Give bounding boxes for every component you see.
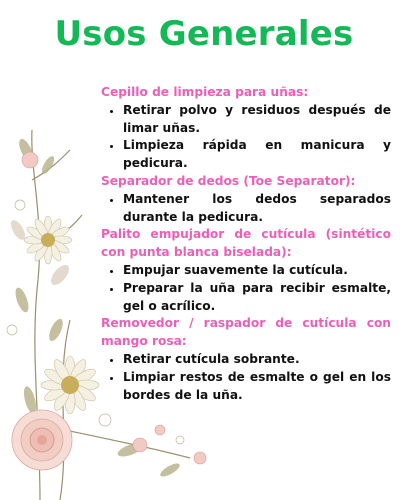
list-item: • Limpiar restos de esmalte o gel en los bordes de la uña.	[123, 369, 391, 405]
section-heading: Removedor / raspador de cutícula con mango rosa:	[101, 316, 391, 349]
section-heading: Separador de dedos (Toe Separator):	[101, 173, 356, 188]
list-item: • Limpieza rápida en manicura y pedicura.	[123, 137, 391, 173]
list-item: • Retirar cutícula sobrante.	[123, 351, 391, 369]
section-brush	[101, 84, 391, 173]
list-item: • Empujar suavemente la cutícula.	[123, 262, 391, 280]
bullet-list	[101, 351, 391, 404]
usage-content	[101, 84, 391, 404]
list-item: • Mantener los dedos separados durante la pedicura.	[123, 191, 391, 227]
list-item: • Preparar la uña para recibir esmalte, gel o acrílico.	[123, 280, 391, 316]
section-cuticle-remover	[101, 315, 391, 404]
section-toe-separator	[101, 173, 391, 226]
list-item: • Retirar polvo y residuos después de limar uñas.	[123, 102, 391, 138]
section-heading: Cepillo de limpieza para uñas:	[101, 85, 309, 99]
bullet-list	[101, 262, 391, 315]
page-title: Usos Generales	[54, 14, 354, 54]
bullet-list	[101, 102, 391, 173]
section-heading: Palito empujador de cutícula (sintético con punta blanca biselada):	[101, 227, 391, 260]
section-cuticle-pusher	[101, 226, 391, 315]
bullet-list	[101, 191, 391, 227]
